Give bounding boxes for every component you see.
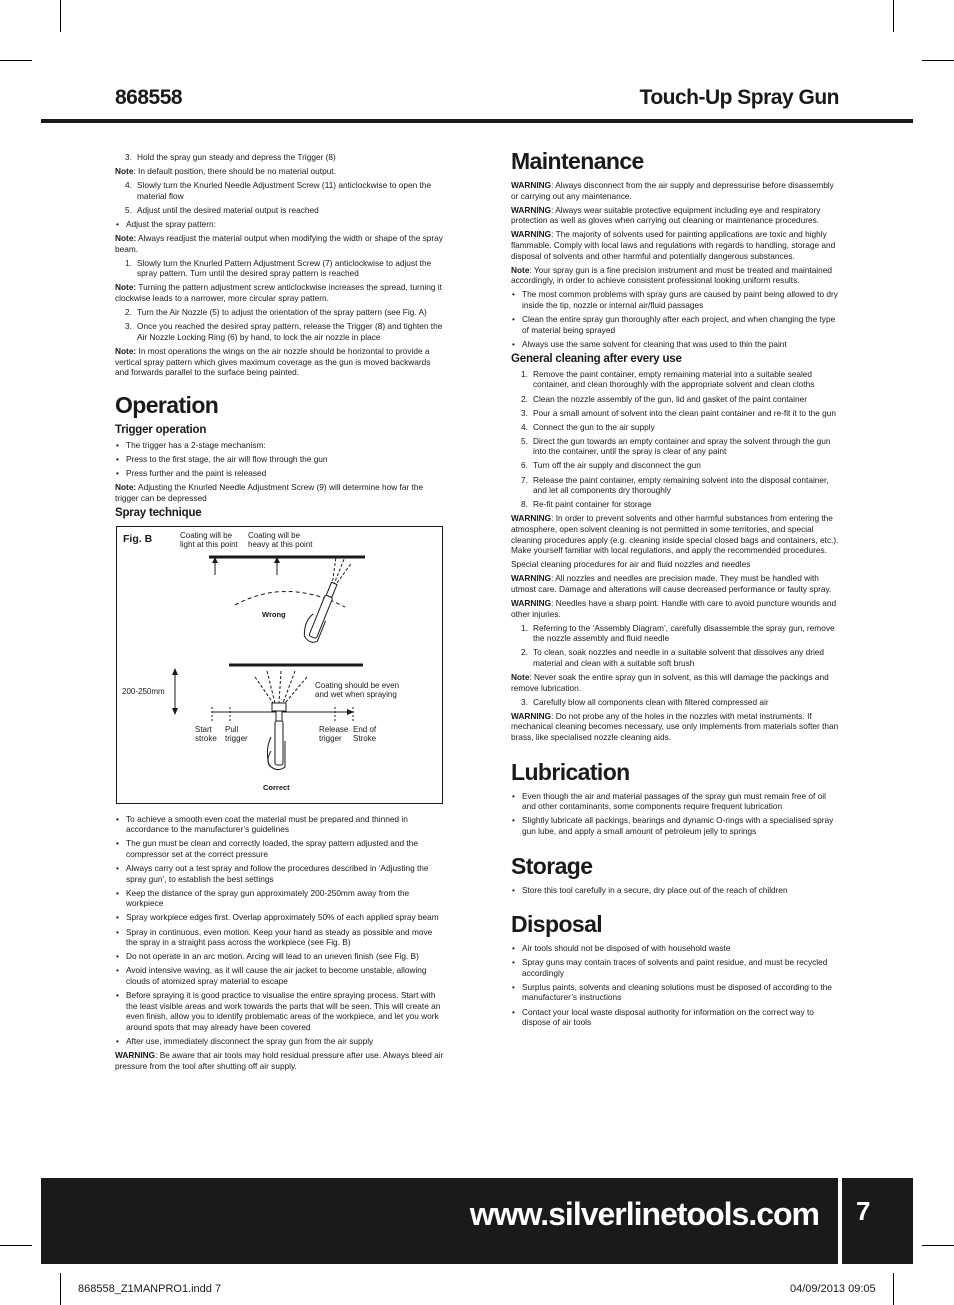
step-number: 3. <box>125 152 132 162</box>
trigger-operation-heading: Trigger operation <box>115 423 207 436</box>
wrong-spray-gun <box>300 555 351 645</box>
note-text: : In order to prevent solvents and other harmful substances from entering the atmosphere, open solvent cleaning is not permitted in some territories, and special cleaning procedures apply (e.g. cleaning inside special closed bags and containers, etc.). Make yourself familiar with local regulations, and apply the recommended procedures. <box>511 513 839 556</box>
product-code: 868558 <box>115 86 183 109</box>
numbered-step <box>511 394 839 405</box>
bullet-item: • Always use the same solvent for cleaning that was used to thin the paint <box>511 339 839 350</box>
note-label: Note: <box>115 233 137 244</box>
trigger-operation-section <box>115 440 445 503</box>
note-paragraph <box>511 205 839 226</box>
release-trigger-label: Release trigger <box>319 724 349 744</box>
bullet-item: • Surplus paints, solvents and cleaning solutions must be disposed of according to the manufacturer’s instructions <box>511 982 839 1003</box>
page-number: 7 <box>856 1196 871 1226</box>
print-slug-file: 868558_Z1MANPRO1.indd 7 <box>78 1283 222 1295</box>
header-rule <box>41 119 913 123</box>
note-paragraph <box>511 573 839 594</box>
step-number: 7. <box>521 474 528 485</box>
maintenance-section <box>511 180 839 349</box>
numbered-step <box>115 258 445 279</box>
crop-mark <box>922 1245 954 1246</box>
note-text: : Needles have a sharp point. Handle with care to avoid puncture wounds and other injuries. <box>511 598 837 619</box>
note-paragraph <box>511 180 839 201</box>
distance-arrowhead-bottom <box>172 708 178 715</box>
coating-even-label: Coating should be even and wet when spraying <box>315 680 400 700</box>
spray-setup-section <box>115 152 445 378</box>
note-label: WARNING <box>511 573 552 584</box>
step-number: 5. <box>125 204 132 215</box>
note-paragraph <box>115 482 445 503</box>
note-paragraph <box>511 672 839 693</box>
bullet-item: • Spray workpiece edges first. Overlap approximately 50% of each applied spray beam <box>115 912 445 923</box>
numbered-step <box>511 460 839 471</box>
crop-mark <box>922 60 954 61</box>
page-title: Touch-Up Spray Gun <box>639 86 839 109</box>
right-column <box>511 148 839 1031</box>
step-text: Slowly turn the Knurled Pattern Adjustment Screw (7) anticlockwise to adjust the spray pattern. Turn until the desired spray pattern is reached <box>137 257 432 279</box>
lubrication-section <box>511 791 839 837</box>
note-label: WARNING <box>511 180 552 190</box>
note-label: Note <box>115 166 134 177</box>
step-text: Turn off the air supply and disconnect the gun <box>533 460 701 471</box>
spray-tips-section <box>115 814 445 1071</box>
note-text: : Never soak the entire spray gun in solvent, as this will damage the packings and remove lubrication. <box>511 672 829 693</box>
bullet-item: • After use, immediately disconnect the spray gun from the air supply <box>115 1036 445 1047</box>
bullet-item: • Spray guns may contain traces of solvents and paint residue, and must be recycled accordingly <box>511 957 839 978</box>
step-text: Clean the nozzle assembly of the gun, lid and gasket of the paint container <box>533 393 807 404</box>
left-column <box>115 152 445 1075</box>
bullet-item: • Slightly lubricate all packings, bearings and dynamic O-rings with a specialised spray gun lube, and apply a small amount of petroleum jelly to springs <box>511 815 839 836</box>
step-number: 8. <box>521 499 528 510</box>
maintenance-heading: Maintenance <box>511 148 644 174</box>
bullet-item: • Air tools should not be disposed of with household waste <box>511 943 839 954</box>
bullet-item: • Spray in continuous, even motion. Keep your hand as steady as possible and move the spray in a straight pass across the workpiece (see Fig. B) <box>115 927 445 948</box>
note-label: WARNING <box>511 204 552 215</box>
end-of-stroke-label: End of Stroke <box>353 724 377 744</box>
note-text: : Do not probe any of the holes in the nozzles with metal instruments. If mechanical cleaning becomes necessary, use only implements from materials softer than brass, like specialised nozzle cleaning aids. <box>511 710 839 743</box>
website-url[interactable]: www.silverlinetools.com <box>469 1196 819 1232</box>
step-text: Release the paint container, empty remaining solvent into the disposal container, and let all components dry thoroughly <box>533 474 829 496</box>
numbered-step <box>511 408 839 419</box>
numbered-step <box>115 307 445 318</box>
note-label: Note: <box>115 282 137 293</box>
numbered-step <box>511 369 839 390</box>
bullet-item: • Before spraying it is good practice to visualise the entire spraying process. Start with the least visible areas and work towards the parts that will be seen. This will create an even finish, allow you to identify problematic areas of the workpiece, and let you work around spots that may already have been covered <box>115 990 445 1032</box>
distance-label: 200-250mm <box>122 686 165 696</box>
step-text: Turn the Air Nozzle (5) to adjust the orientation of the spray pattern (see Fig. A) <box>137 307 427 318</box>
step-text: Connect the gun to the air supply <box>533 421 655 432</box>
bullet-item: • Do not operate in an arc motion. Arcing will lead to an uneven finish (see Fig. B) <box>115 951 445 962</box>
note-text: : Your spray gun is a fine precision instrument and must be treated and maintained accordingly, in order to achieve consistent professional looking uniform results. <box>511 264 832 286</box>
bullet-item: • Press to the first stage, the air will flow through the gun <box>115 454 445 465</box>
step-text: To clean, soak nozzles and needle in a suitable solvent that dissolves any dried material and clean with a suitable soft brush <box>533 647 825 668</box>
bullet-item: • Adjust the spray pattern: <box>115 219 445 230</box>
numbered-step <box>115 205 445 216</box>
note-label: Note <box>511 672 530 683</box>
step-text: Referring to the ‘Assembly Diagram’, carefully disassemble the spray gun, remove the nozzle assembly and fluid needle <box>533 622 835 644</box>
step-number: 4. <box>125 180 132 191</box>
note-paragraph <box>115 346 445 378</box>
bullet-item: • The trigger has a 2-stage mechanism: <box>115 440 445 451</box>
correct-spray-gun <box>267 703 286 770</box>
distance-arrowhead-top <box>172 668 178 675</box>
note-paragraph <box>115 1050 445 1071</box>
figure-b <box>116 526 443 804</box>
wrong-label: Wrong <box>262 609 286 619</box>
crop-mark <box>0 60 32 61</box>
note-paragraph <box>511 598 839 619</box>
note-text: : Always disconnect from the air supply and depressurise before disassembly or carrying out any maintenance. <box>511 180 834 201</box>
step-text: Hold the spray gun steady and depress the Trigger (8) <box>137 152 336 162</box>
coating-heavy-label: Coating will be heavy at this point <box>248 530 313 550</box>
spray-technique-heading: Spray technique <box>115 506 202 519</box>
numbered-step <box>511 475 839 496</box>
numbered-step <box>115 152 445 163</box>
bullet-item: • The gun must be clean and correctly loaded, the spray pattern adjusted and the compressor set at the correct pressure <box>115 838 445 859</box>
note-text: : Be aware that air tools may hold residual pressure after use. Always bleed air pressure from the tool after shutting off air supply. <box>115 1049 444 1071</box>
footer-separator <box>838 1178 842 1264</box>
step-number: 6. <box>521 460 528 471</box>
pull-trigger-label: Pull trigger <box>225 724 248 744</box>
numbered-step <box>115 321 445 342</box>
step-text: Direct the gun towards an empty container and spray the solvent through the gun into the container, until the spray is clear of any paint <box>533 435 831 457</box>
step-text: Re-fit paint container for storage <box>533 499 652 510</box>
note-label: WARNING <box>511 598 552 608</box>
numbered-step <box>511 436 839 457</box>
step-number: 2. <box>521 393 528 404</box>
operation-heading: Operation <box>115 391 219 418</box>
note-label: WARNING <box>115 1049 156 1060</box>
step-number: 1. <box>521 622 528 633</box>
paragraph: Special cleaning procedures for air and fluid nozzles and needles <box>511 559 751 570</box>
note-label: WARNING <box>511 513 552 524</box>
note-text: Adjusting the Knurled Needle Adjustment Screw (9) will determine how far the trigger can be depressed <box>115 481 424 503</box>
step-text: Pour a small amount of solvent into the clean paint container and re-fit it to the gun <box>533 407 837 418</box>
storage-section <box>511 885 839 896</box>
coating-light-label: Coating will be light at this point <box>180 530 238 550</box>
note-paragraph <box>511 229 839 261</box>
crop-mark <box>0 1245 32 1246</box>
step-number: 3. <box>521 407 528 418</box>
bullet-item: • Contact your local waste disposal authority for information on the correct way to dispose of air tools <box>511 1007 839 1028</box>
step-text: Slowly turn the Knurled Needle Adjustment Screw (11) anticlockwise to open the material flow <box>137 180 432 201</box>
step-number: 4. <box>521 421 528 432</box>
note-label: WARNING <box>511 710 552 721</box>
general-cleaning-heading: General cleaning after every use <box>511 352 682 365</box>
bullet-item: • Press further and the paint is released <box>115 468 445 479</box>
print-slug-date: 04/09/2013 09:05 <box>790 1283 876 1295</box>
step-text: Remove the paint container, empty remaining material into a suitable sealed container, and clean thoroughly with the appropriate solvent and clean cloths <box>533 368 815 390</box>
note-paragraph <box>511 513 839 555</box>
crop-mark <box>893 1273 894 1305</box>
step-number: 2. <box>521 647 528 658</box>
bullet-item: • To achieve a smooth even coat the material must be prepared and thinned in accordance to the manufacturer’s guidelines <box>115 814 445 835</box>
note-text: Always readjust the material output when modifying the width or shape of the spray beam. <box>115 233 443 254</box>
step-text: Once you reached the desired spray pattern, release the Trigger (8) and tighten the Air Nozzle Locking Ring (6) by hand, to lock the air nozzle in place <box>137 321 443 342</box>
note-text: : All nozzles and needles are precision made. They must be handled with utmost care. Damage and alterations will cause decreased performance or faulty spray. <box>511 573 832 594</box>
step-number: 3. <box>125 321 132 332</box>
note-paragraph <box>511 711 839 743</box>
note-text: : In default position, there should be no material output. <box>133 166 336 177</box>
note-text: Turning the pattern adjustment screw anticlockwise increases the spread, turning it clockwise leads to a narrower, more circular spray pattern. <box>115 282 442 304</box>
step-number: 1. <box>125 257 132 268</box>
note-label: Note: <box>115 481 137 492</box>
note-paragraph <box>115 166 445 177</box>
note-label: Note <box>511 264 530 275</box>
disposal-heading: Disposal <box>511 911 603 938</box>
bullet-item: • Always carry out a test spray and follow the procedures described in ‘Adjusting the spray gun’, to establish the best settings <box>115 863 445 884</box>
storage-heading: Storage <box>511 852 593 879</box>
lubrication-heading: Lubrication <box>511 758 630 785</box>
spray-technique-diagram <box>117 527 442 803</box>
figure-label: Fig. B <box>123 532 153 545</box>
step-number: 3. <box>521 696 528 707</box>
note-text: : The majority of solvents used for painting applications are toxic and highly flammable. Comply with local laws and regulations with regards to handling, storage and disposal of solvents and other harmful and potentially dangerous substances. <box>511 229 836 261</box>
general-cleaning-section <box>511 369 839 743</box>
crop-mark <box>60 1273 61 1305</box>
step-number: 5. <box>521 435 528 446</box>
step-text: Carefully blow all components clean with filtered compressed air <box>533 696 769 707</box>
start-stroke-label: Start stroke <box>195 724 217 744</box>
step-text: Adjust until the desired material output is reached <box>137 204 319 215</box>
note-label: WARNING <box>511 229 552 240</box>
bullet-item: • Avoid intensive waving, as it will cause the air jacket to become unstable, allowing clouds of atomized spray material to escape <box>115 965 445 986</box>
numbered-step <box>115 180 445 201</box>
numbered-step <box>511 697 839 708</box>
bullet-item: • The most common problems with spray guns are caused by paint being allowed to dry inside the tip, nozzle or internal air/fluid passages <box>511 289 839 310</box>
bullet-item: • Clean the entire spray gun thoroughly after each project, and when changing the type of material being sprayed <box>511 314 839 335</box>
numbered-step <box>511 623 839 644</box>
note-text: In most operations the wings on the air nozzle should be horizontal to provide a vertical spray pattern which gives maximum coverage as the gun is moved backwards and forwards parallel to the surface being painted. <box>115 345 431 378</box>
numbered-step <box>511 422 839 433</box>
note-paragraph <box>115 282 445 303</box>
bullet-item: • Even though the air and material passages of the spray gun must remain free of oil and other contaminants, some components require frequent lubrication <box>511 791 839 812</box>
correct-label: Correct <box>263 782 290 792</box>
note-paragraph <box>511 265 839 286</box>
note-label: Note: <box>115 345 137 356</box>
disposal-section <box>511 943 839 1028</box>
crop-mark <box>60 0 61 32</box>
numbered-step <box>511 647 839 668</box>
bullet-item: • Store this tool carefully in a secure, dry place out of the reach of children <box>511 885 839 896</box>
step-number: 2. <box>125 307 132 318</box>
numbered-step <box>511 499 839 510</box>
crop-mark <box>893 0 894 32</box>
note-paragraph <box>115 233 445 254</box>
bullet-item: • Keep the distance of the spray gun approximately 200-250mm away from the workpiece <box>115 888 445 909</box>
step-number: 1. <box>521 368 528 379</box>
note-text: : Always wear suitable protective equipment including eye and respiratory protection as well as gloves when carrying out cleaning or maintenance procedures. <box>511 204 821 226</box>
